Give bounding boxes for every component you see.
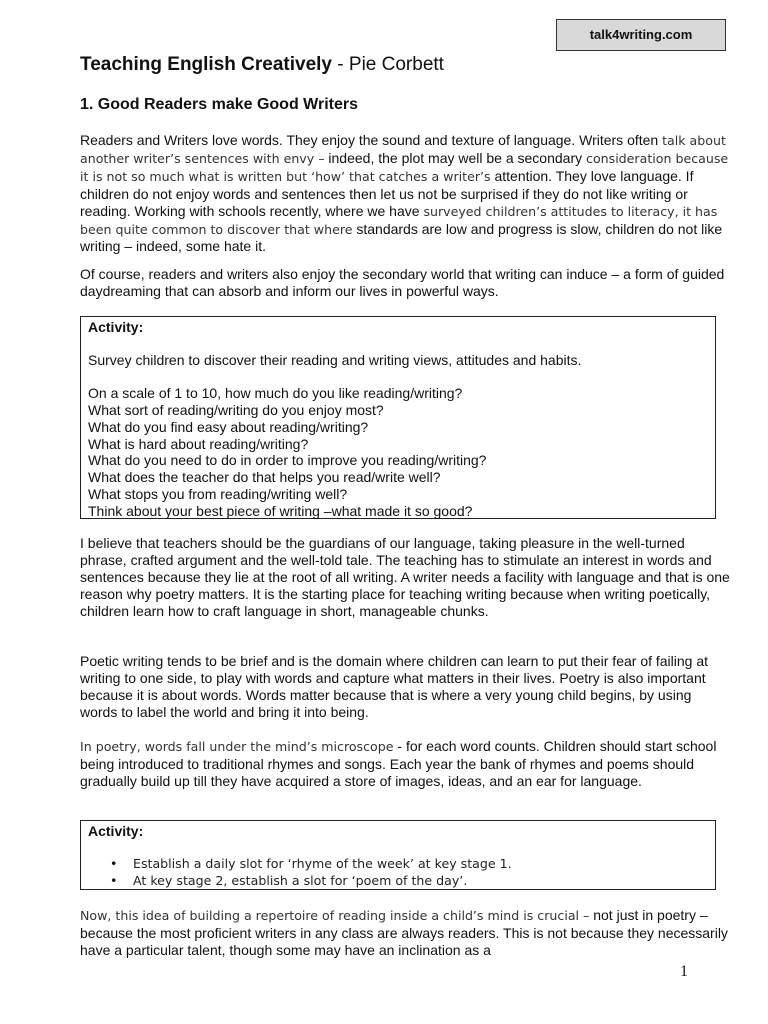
survey-question: On a scale of 1 to 10, how much do you like reading/writing?: [88, 384, 463, 401]
p1-text-2: indeed, the plot may well be a secondary: [324, 149, 583, 166]
survey-question: What stops you from reading/writing well?: [88, 486, 348, 503]
title-author: Pie Corbett: [348, 54, 444, 75]
site-label-box: [556, 19, 726, 51]
survey-question: Think about your best piece of writing –what made it so good?: [88, 503, 473, 520]
paragraph-4: Poetic writing tends to be brief and is the domain where children can learn to put their fear of failing at writing to one side, to play with words and capture what matters in their lives. Poetry is also important because it is about words. Words matter because that is where a very young child begins, by using words to label the world and bring it into being.: [80, 653, 709, 720]
p5-text: - for each word counts. Children should start school being introduced to traditional rhymes and songs. Each year the bank of rhymes and poems should gradually build up till they have acquired a store of images, ideas, and an ear for language.: [80, 738, 717, 789]
activity-heading: Activity:: [88, 823, 144, 839]
title-main: Teaching English Creatively: [80, 54, 333, 75]
activity-bullet-list: [88, 856, 708, 890]
survey-question: What sort of reading/writing do you enjoy most?: [88, 401, 384, 418]
p1-text-4: standards are low and progress is slow, children do not like writing – indeed, some hate it.: [80, 220, 723, 255]
paragraph-3: I believe that teachers should be the guardians of our language, taking pleasure in the well-turned phrase, crafted argument and the well-told tale. The teaching has to stimulate an interest in words and sentences because they lie at the root of all writing. A writer needs a facility with language and that is one reason why poetry matters. It is the starting place for teaching writing because when writing poetically, children learn how to craft language in short, manageable chunks.: [80, 535, 730, 619]
p6-text: not just in poetry – because the most proficient writers in any class are always readers. This is not because they necessarily have a particular talent, though some may have an inclination as a: [80, 907, 728, 958]
document-title: [80, 53, 444, 77]
activity-heading: Activity:: [88, 319, 144, 335]
p1-light-2: consideration because it is not so much what is written but ‘how’ that catches a writer’s: [80, 150, 729, 184]
activity-bullet: • At key stage 2, establish a slot for ‘poem of the day’.: [110, 873, 708, 890]
paragraph-2: Of course, readers and writers also enjoy the secondary world that writing can induce – a form of guided daydreaming that can absorb and inform our lives in powerful ways.: [80, 266, 725, 299]
p1-text-3: attention. They love language. If children do not enjoy words and sentences then let us not be surprised if they do not like writing or reading. Working with schools recently, where we have: [80, 167, 694, 219]
survey-question: What does the teacher do that helps you read/write well?: [88, 469, 441, 486]
activity-box-rhyme: [80, 820, 716, 890]
p1-light-3: surveyed children’s attitudes to literacy, it has been quite common to discover that where: [80, 203, 718, 237]
page-number: 1: [680, 963, 688, 980]
paragraph-1: [80, 132, 730, 255]
activity-box-survey: [80, 316, 716, 519]
site-label: talk4writing.com: [589, 27, 693, 42]
survey-question: What do you need to do in order to improve you reading/writing?: [88, 452, 487, 469]
p5-light: In poetry, words fall under the mind’s microscope: [80, 739, 394, 754]
activity-intro: Survey children to discover their reading and writing views, attitudes and habits.: [88, 351, 582, 368]
title-separator: -: [332, 54, 349, 75]
activity-bullet: • Establish a daily slot for ‘rhyme of the week’ at key stage 1.: [110, 856, 708, 873]
survey-question: What do you find easy about reading/writing?: [88, 418, 369, 435]
survey-question: What is hard about reading/writing?: [88, 435, 309, 452]
p1-line-1: Readers and Writers love words. They enjoy the sound and texture of language. Writers often: [80, 132, 659, 148]
section-heading: 1. Good Readers make Good Writers: [80, 96, 359, 113]
paragraph-6: [80, 907, 730, 959]
p6-light: Now, this idea of building a repertoire of reading inside a child’s mind is crucial –: [80, 908, 590, 923]
paragraph-5: [80, 738, 730, 790]
p1-light-1: talk about another writer’s sentences with envy –: [80, 133, 726, 166]
